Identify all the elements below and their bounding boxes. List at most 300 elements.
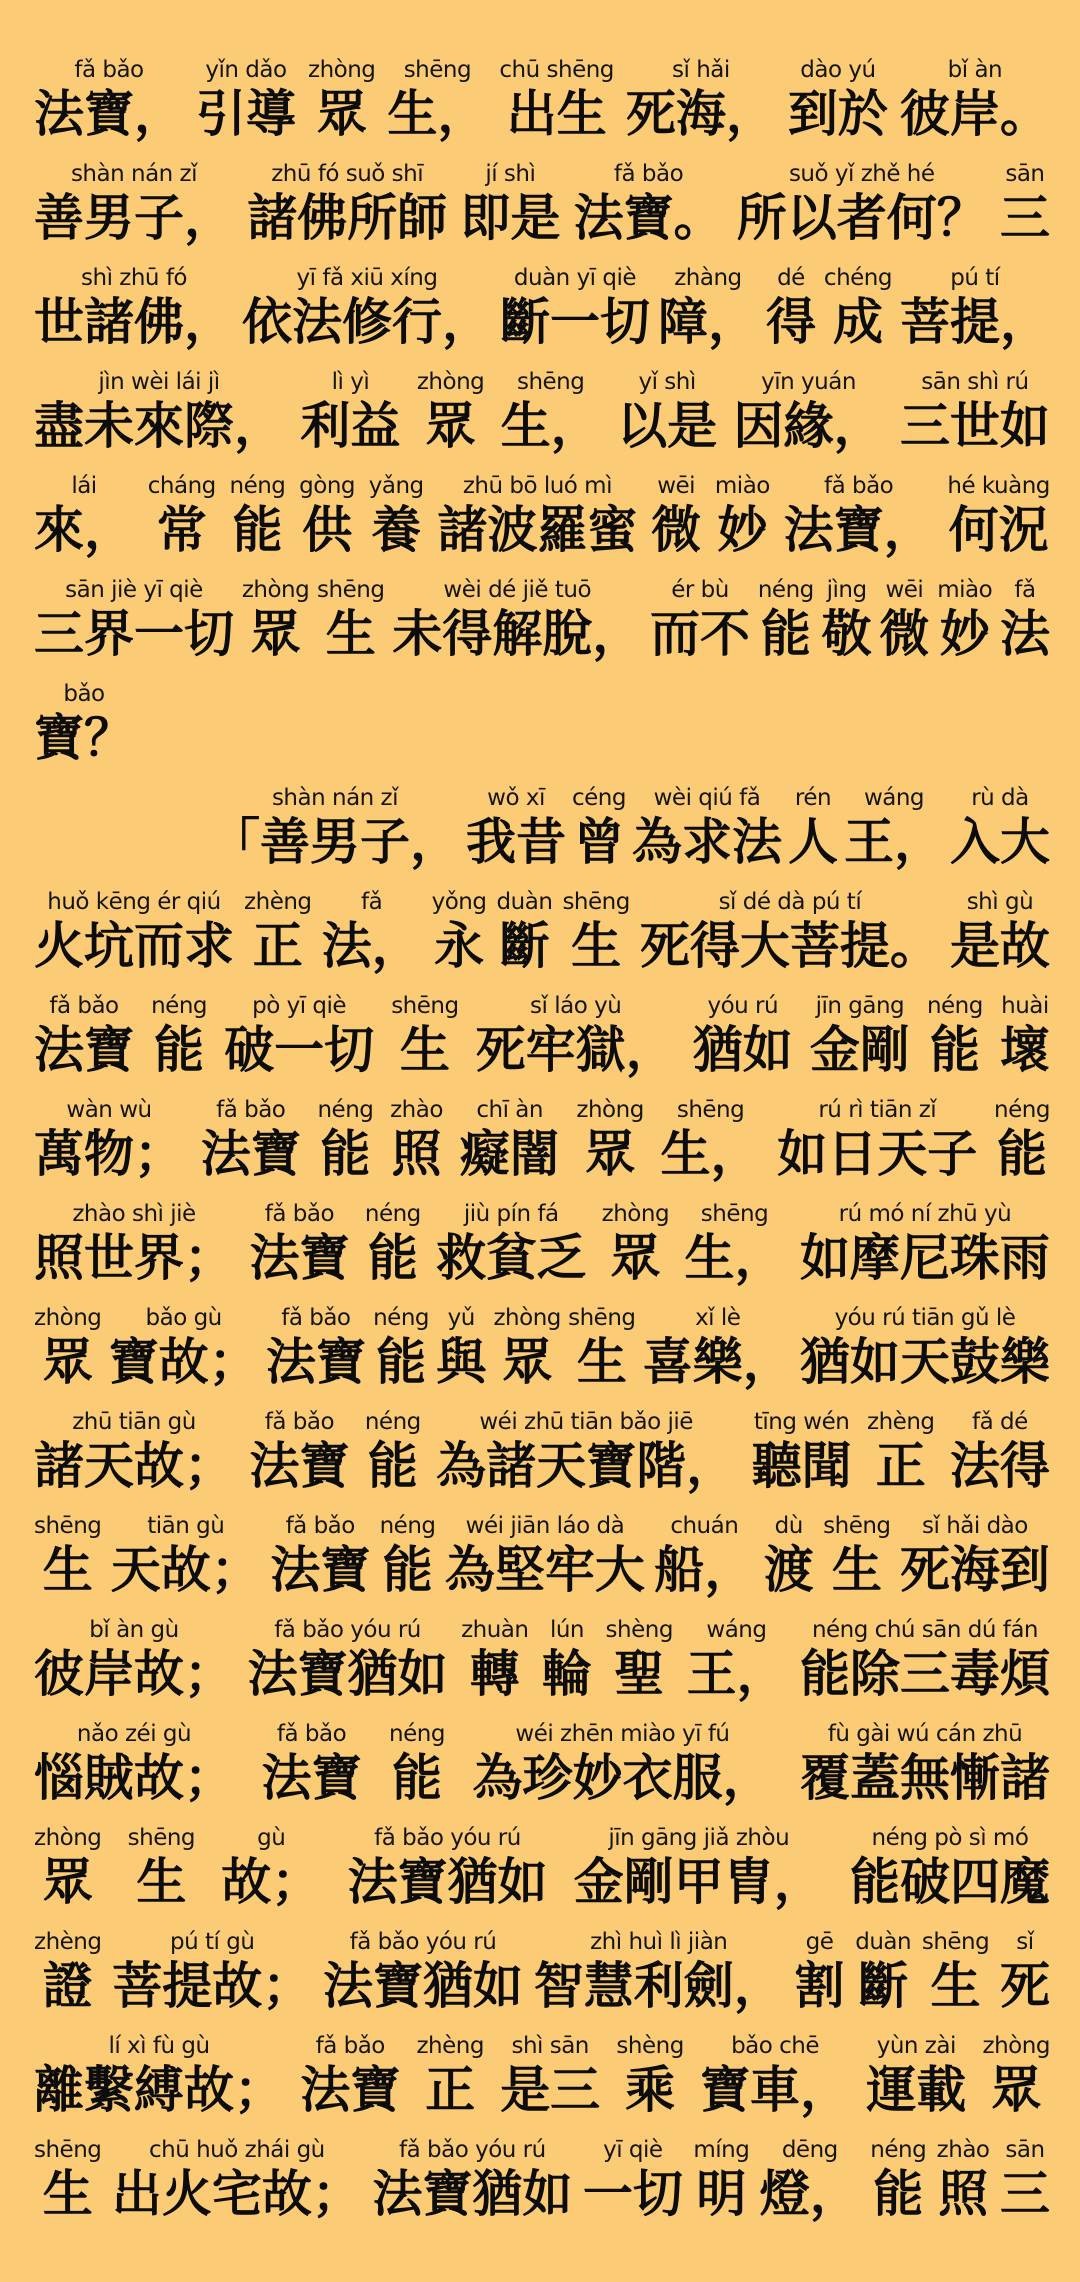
ruby-word	[576, 1096, 643, 1184]
pinyin-annotation: chū shēng	[499, 57, 614, 83]
chinese-characters: 死	[999, 1957, 1050, 2015]
pinyin-annotation: zhì huì lì jiàn	[590, 1929, 728, 1955]
ruby-word	[640, 888, 940, 976]
chinese-characters: 正	[425, 2061, 476, 2119]
pinyin-annotation: zhuàn	[461, 1617, 529, 1643]
ruby-word	[937, 576, 992, 664]
pinyin-annotation: zhū tiān gù	[72, 1409, 196, 1435]
pinyin-annotation: dēng	[781, 2137, 838, 2163]
ruby-word	[34, 1512, 101, 1600]
ruby-word	[248, 1616, 448, 1704]
ruby-word	[800, 1304, 1050, 1392]
text-line	[34, 248, 1050, 352]
ruby-word	[562, 888, 629, 976]
pinyin-annotation: rú mó ní zhū yù	[838, 1201, 1012, 1227]
chinese-characters: 來，	[34, 501, 134, 559]
chinese-characters: 諸天故；	[34, 1437, 234, 1495]
chinese-characters: 「善男子，	[210, 813, 460, 871]
ruby-word	[650, 576, 750, 664]
pinyin-annotation: sǐ	[1016, 1929, 1034, 1955]
ruby-word	[822, 576, 872, 664]
pinyin-annotation: sān	[1005, 2137, 1045, 2163]
ruby-word	[823, 1512, 890, 1600]
chinese-characters: 照	[391, 1125, 442, 1183]
ruby-word	[34, 2136, 101, 2224]
chinese-characters: 養	[371, 501, 422, 559]
pinyin-annotation: fǎ bǎo	[264, 1201, 335, 1227]
chinese-characters: 是三	[500, 2061, 601, 2119]
pinyin-annotation: zhàng	[674, 265, 742, 291]
pinyin-annotation: xǐ lè	[695, 1305, 741, 1331]
pinyin-annotation: wéi zhēn miào yī fú	[515, 1721, 730, 1747]
pinyin-annotation: néng	[757, 577, 814, 603]
ruby-word	[221, 1824, 321, 1912]
text-line	[34, 872, 1050, 976]
pinyin-annotation: shēng	[403, 57, 472, 83]
ruby-word	[784, 472, 934, 560]
chinese-characters: 一切	[582, 2165, 683, 2223]
pinyin-annotation: yǐn dǎo	[205, 57, 287, 83]
chinese-characters: 三世如	[899, 397, 1050, 455]
pinyin-annotation: chū huǒ zhái gù	[148, 2137, 325, 2163]
pinyin-annotation: huài	[1001, 993, 1049, 1019]
pinyin-annotation: zhòng	[982, 2033, 1050, 2059]
pinyin-annotation: yī fǎ xiū xíng	[296, 265, 438, 291]
chinese-characters: 以是	[617, 397, 718, 455]
chinese-characters: 癡闇	[459, 1125, 560, 1183]
ruby-word	[800, 1720, 1050, 1808]
pinyin-annotation: zhèng	[244, 889, 312, 915]
chinese-characters: 斷	[858, 1957, 909, 2015]
pinyin-annotation: shàn nán zǐ	[70, 161, 198, 187]
chinese-characters: 能	[376, 1333, 427, 1391]
chinese-characters: 渡	[763, 1541, 814, 1599]
pinyin-annotation: suǒ yǐ zhě hé	[788, 161, 935, 187]
chinese-characters: 生，	[387, 85, 488, 143]
pinyin-annotation: nǎo zéi gù	[76, 1721, 192, 1747]
pinyin-annotation: zhòng	[241, 577, 310, 603]
chinese-characters: 能	[996, 1125, 1047, 1183]
chinese-characters: 法寶猶如	[247, 1645, 448, 1703]
ruby-word	[300, 2032, 400, 2120]
chinese-characters: 輪	[542, 1645, 592, 1703]
chinese-characters: 三	[999, 2165, 1050, 2223]
ruby-word	[34, 56, 184, 144]
pinyin-annotation: miào	[937, 577, 993, 603]
pinyin-annotation: duàn yī qiè	[513, 265, 637, 291]
ruby-word	[572, 784, 626, 872]
chinese-characters: 法寶	[200, 1125, 301, 1183]
ruby-word	[983, 2032, 1050, 2120]
pinyin-annotation: shēng	[823, 1513, 891, 1539]
ruby-word	[760, 2136, 860, 2224]
ruby-word	[437, 472, 637, 560]
chinese-characters: 法寶。	[573, 189, 724, 247]
chinese-characters: 生，	[660, 1125, 761, 1183]
chinese-characters: 如日天子	[777, 1125, 978, 1183]
ruby-word	[497, 888, 553, 976]
pinyin-annotation: néng	[379, 1513, 436, 1539]
ruby-word	[34, 888, 234, 976]
chinese-characters: 生	[831, 1541, 882, 1599]
chinese-characters: 生，	[684, 1229, 785, 1287]
ruby-word	[867, 1408, 934, 1496]
pinyin-annotation: wéi zhū tiān bǎo jiē	[479, 1409, 693, 1435]
ruby-word	[244, 888, 311, 976]
chinese-characters: 能	[873, 2165, 924, 2223]
pinyin-annotation: zhòng	[34, 1825, 102, 1851]
chinese-characters: 金剛	[809, 1021, 910, 1079]
chinese-characters: 人	[787, 813, 838, 871]
chinese-characters: 法	[999, 605, 1050, 663]
chinese-characters: 聽聞	[751, 1437, 852, 1495]
ruby-word	[800, 1616, 1050, 1704]
pinyin-annotation: wàn wù	[66, 1097, 152, 1123]
pinyin-annotation: dé	[777, 265, 805, 291]
pinyin-annotation: zhèng	[416, 2033, 484, 2059]
text-line	[34, 560, 1050, 664]
ruby-word	[387, 56, 487, 144]
ruby-word	[1000, 576, 1050, 664]
ruby-word	[764, 1512, 814, 1600]
pinyin-annotation: zhòng	[416, 369, 485, 395]
chinese-characters: 到於	[787, 85, 888, 143]
chinese-characters: 為珍妙衣服，	[472, 1749, 773, 1807]
chinese-characters: 世諸佛，	[34, 293, 234, 351]
ruby-word	[242, 264, 492, 352]
ruby-word	[201, 1096, 301, 1184]
pinyin-annotation: fǎ bǎo yóu rú	[349, 1929, 497, 1955]
pinyin-annotation: yùn zài	[876, 2033, 956, 2059]
ruby-word	[34, 1928, 101, 2016]
ruby-word	[900, 368, 1050, 456]
chinese-characters: 死得大菩提。	[639, 917, 940, 975]
ruby-word	[788, 784, 838, 872]
chinese-characters: 智慧利劍，	[533, 1957, 784, 2015]
ruby-word	[626, 56, 776, 144]
ruby-word	[1000, 1928, 1050, 2016]
ruby-word	[616, 2032, 683, 2120]
text-line	[34, 144, 1050, 248]
chinese-characters: 眾	[991, 2061, 1042, 2119]
ruby-word	[308, 56, 375, 144]
ruby-word	[249, 1408, 349, 1496]
chinese-characters: 未得解脫，	[392, 605, 643, 663]
chinese-characters: 離繫縛故；	[34, 2061, 284, 2119]
pinyin-annotation: duàn	[855, 1929, 912, 1955]
pinyin-annotation: fǎ bǎo yóu rú	[399, 2137, 546, 2163]
ruby-word	[34, 368, 284, 456]
pinyin-annotation: chuán	[670, 1513, 739, 1539]
chinese-characters: 法寶猶如	[372, 2165, 573, 2223]
chinese-characters: 出火宅故；	[111, 2165, 362, 2223]
ruby-word	[686, 1616, 786, 1704]
ruby-word	[737, 160, 987, 248]
pinyin-annotation: zhū fó suǒ shī	[271, 161, 424, 187]
pinyin-annotation: sān	[1005, 161, 1045, 187]
pinyin-annotation: miào	[714, 473, 770, 499]
chinese-characters: 引導	[196, 85, 296, 143]
chinese-characters: 諸波羅蜜	[437, 501, 638, 559]
chinese-characters: 依法修行，	[241, 293, 492, 351]
pinyin-annotation: yǒng	[431, 889, 487, 915]
ruby-word	[824, 264, 892, 352]
ruby-word	[574, 160, 724, 248]
chinese-characters: 生，	[500, 397, 601, 455]
ruby-word	[432, 888, 487, 976]
chinese-characters: 如摩尼珠雨	[799, 1229, 1050, 1287]
ruby-word	[501, 368, 601, 456]
ruby-word	[466, 784, 566, 872]
ruby-word	[788, 56, 888, 144]
ruby-word	[752, 1408, 852, 1496]
chinese-characters: 供	[302, 501, 353, 559]
ruby-word	[436, 1408, 736, 1496]
pinyin-annotation: shèng	[616, 2033, 684, 2059]
chinese-characters: 障，	[657, 293, 758, 351]
pinyin-annotation: wǒ xī	[487, 785, 545, 811]
ruby-word	[472, 1720, 772, 1808]
ruby-word	[568, 1304, 635, 1392]
pinyin-annotation: wèi dé jiě tuō	[443, 577, 592, 603]
ruby-word	[365, 1200, 421, 1288]
ruby-word	[416, 2032, 483, 2120]
chinese-characters: 成	[832, 293, 883, 351]
chinese-characters: 能	[760, 605, 811, 663]
pinyin-annotation: jí shì	[485, 161, 536, 187]
chinese-characters: 故；	[221, 1853, 322, 1911]
pinyin-annotation: fǎ bǎo	[285, 1513, 355, 1539]
chinese-characters: 聖	[614, 1645, 665, 1703]
pinyin-annotation: fǎ bǎo	[281, 1305, 351, 1331]
chinese-characters: 所以者何？	[736, 189, 987, 247]
ruby-word	[879, 576, 929, 664]
pinyin-annotation: rù dà	[971, 785, 1029, 811]
pinyin-annotation: shēng	[34, 2137, 102, 2163]
pinyin-annotation: pú tí	[950, 265, 1000, 291]
chinese-characters: 何況	[948, 501, 1049, 559]
ruby-word	[661, 1096, 761, 1184]
ruby-word	[111, 1512, 261, 1600]
chinese-characters: 猶如天鼓樂	[799, 1333, 1050, 1391]
pinyin-annotation: hé kuàng	[947, 473, 1050, 499]
ruby-word	[654, 1512, 754, 1600]
pinyin-annotation: lí xì fù gù	[108, 2033, 210, 2059]
pinyin-annotation: néng	[994, 1097, 1050, 1123]
pinyin-annotation: wēi	[885, 577, 924, 603]
ruby-word	[632, 784, 782, 872]
pinyin-annotation: bǎo	[63, 681, 105, 707]
ruby-word	[34, 264, 234, 352]
ruby-word	[643, 1304, 793, 1392]
chinese-characters: 曾	[573, 813, 624, 871]
ruby-word	[34, 1200, 234, 1288]
pinyin-annotation: wáng	[863, 785, 925, 811]
pinyin-annotation: néng	[870, 2137, 927, 2163]
pinyin-annotation: sān shì rú	[921, 369, 1029, 395]
pinyin-annotation: tīng wén	[753, 1409, 850, 1435]
pinyin-annotation: shì sān	[511, 2033, 589, 2059]
pinyin-annotation: rú rì tiān zǐ	[818, 1097, 937, 1123]
pinyin-annotation: néng	[151, 993, 207, 1019]
ruby-word	[900, 1512, 1050, 1600]
ruby-word	[34, 680, 134, 768]
ruby-word	[994, 1096, 1050, 1184]
text-line	[34, 976, 1050, 1080]
ruby-word	[461, 1616, 528, 1704]
chinese-characters: 寶故；	[108, 1333, 259, 1391]
pinyin-annotation: céng	[572, 785, 626, 811]
ruby-word	[112, 2136, 362, 2224]
pinyin-annotation: zhòng	[576, 1097, 644, 1123]
pinyin-annotation: sǐ dé dà pú tí	[718, 889, 862, 915]
ruby-word	[950, 1408, 1050, 1496]
pinyin-annotation: sǐ hǎi	[672, 57, 730, 83]
pinyin-annotation: shēng	[676, 1097, 745, 1123]
ruby-word	[391, 992, 458, 1080]
ruby-word	[262, 1720, 362, 1808]
pinyin-annotation: shì zhū fó	[81, 265, 187, 291]
pinyin-annotation: yóu rú	[707, 993, 779, 1019]
text-line	[34, 2016, 1050, 2120]
chinese-characters: 得	[765, 293, 816, 351]
chinese-characters: 法寶	[265, 1333, 366, 1391]
pinyin-annotation: wáng	[706, 1617, 767, 1643]
chinese-characters: 能	[391, 1749, 442, 1807]
pinyin-annotation: ér bù	[671, 577, 729, 603]
chinese-characters: 乘	[625, 2061, 676, 2119]
chinese-characters: 生	[576, 1333, 627, 1391]
ruby-word	[922, 1928, 989, 2016]
pinyin-annotation: néng	[373, 1305, 430, 1331]
ruby-word	[476, 992, 676, 1080]
pinyin-annotation: bǐ àn gù	[89, 1617, 179, 1643]
ruby-word	[542, 1616, 592, 1704]
chinese-characters: 王，	[686, 1645, 787, 1703]
chinese-characters: 眾	[610, 1229, 661, 1287]
ruby-word	[937, 2136, 990, 2224]
pinyin-annotation: chéng	[823, 265, 892, 291]
chinese-characters: 能	[232, 501, 283, 559]
ruby-word	[151, 992, 207, 1080]
pinyin-annotation: zhòng	[601, 1201, 670, 1227]
chinese-characters: 能	[367, 1437, 418, 1495]
ruby-word	[373, 1304, 429, 1392]
chinese-characters: 出生	[506, 85, 607, 143]
ruby-word	[950, 784, 1050, 872]
pinyin-annotation: cháng	[147, 473, 216, 499]
ruby-word	[436, 1304, 486, 1392]
chinese-characters: 惱賊故；	[34, 1749, 234, 1807]
pinyin-annotation: shēng	[516, 369, 585, 395]
chinese-characters: 能	[154, 1021, 205, 1079]
chinese-characters: 轉	[469, 1645, 520, 1703]
chinese-characters: 喜樂，	[642, 1333, 793, 1391]
chinese-characters: 法寶	[270, 1541, 371, 1599]
pinyin-annotation: néng pò sì mó	[871, 1825, 1029, 1851]
ruby-word	[34, 472, 134, 560]
ruby-word	[112, 1928, 312, 2016]
chinese-characters: 能	[367, 1229, 418, 1287]
chinese-characters: 運載	[866, 2061, 967, 2119]
chinese-characters: 生	[42, 1541, 93, 1599]
pinyin-annotation: fǎ bǎo	[613, 161, 684, 187]
ruby-word	[34, 1824, 101, 1912]
text-line	[34, 1184, 1050, 1288]
ruby-word	[247, 160, 447, 248]
chinese-characters: 寶車，	[700, 2061, 851, 2119]
pinyin-annotation: néng chú sān dú fán	[811, 1617, 1039, 1643]
pinyin-annotation: wèi qiú fǎ	[653, 785, 761, 811]
ruby-word	[855, 1928, 911, 2016]
ruby-word	[34, 576, 234, 664]
ruby-word	[392, 576, 642, 664]
ruby-word	[693, 2136, 749, 2224]
pinyin-annotation: fǎ bǎo	[49, 993, 119, 1019]
text-line	[34, 40, 1050, 144]
text-line	[34, 1912, 1050, 2016]
pinyin-annotation: fǎ bǎo	[315, 2033, 385, 2059]
pinyin-annotation: jìng	[826, 577, 867, 603]
ruby-word	[242, 576, 309, 664]
ruby-word	[323, 1928, 523, 2016]
chinese-characters: 法寶	[249, 1229, 350, 1287]
ruby-word	[417, 368, 484, 456]
ruby-word	[148, 472, 216, 560]
chinese-characters: 是故	[949, 917, 1050, 975]
pinyin-annotation: sǐ hǎi dào	[922, 1513, 1028, 1539]
pinyin-annotation: fù gài wú cán zhū	[827, 1721, 1023, 1747]
chinese-characters: 入大	[949, 813, 1050, 871]
pinyin-annotation: rén	[794, 785, 832, 811]
ruby-word	[794, 1928, 844, 2016]
chinese-characters: 生	[571, 917, 622, 975]
chinese-characters: 敬	[821, 605, 872, 663]
ruby-word	[700, 2032, 850, 2120]
chinese-characters: 金剛甲胄，	[573, 1853, 824, 1911]
ruby-word	[389, 1720, 445, 1808]
chinese-characters: 因緣，	[733, 397, 884, 455]
pinyin-annotation: shēng	[921, 1929, 990, 1955]
ruby-word	[317, 1096, 373, 1184]
chinese-characters: 菩提故；	[112, 1957, 313, 2015]
chinese-characters: 王，	[843, 813, 944, 871]
ruby-word	[693, 992, 793, 1080]
pinyin-annotation: gòng	[299, 473, 356, 499]
ruby-word	[870, 2136, 926, 2224]
ruby-word	[534, 1928, 784, 2016]
ruby-word	[128, 1824, 195, 1912]
chinese-characters: 法寶猶如	[347, 1853, 548, 1911]
pinyin-annotation: fǎ bǎo	[216, 1097, 286, 1123]
ruby-word	[685, 1200, 785, 1288]
chinese-characters: 與	[436, 1333, 487, 1391]
ruby-word	[34, 1616, 234, 1704]
ruby-word	[1000, 160, 1050, 248]
ruby-word	[583, 2136, 683, 2224]
pinyin-annotation: fǎ bǎo	[74, 57, 144, 83]
ruby-word	[734, 368, 884, 456]
chinese-characters: 火坑而求	[34, 917, 234, 975]
ruby-word	[617, 368, 717, 456]
ruby-word	[758, 576, 814, 664]
pinyin-annotation: zhào shì jiè	[72, 1201, 196, 1227]
ruby-word	[900, 264, 1050, 352]
ruby-word	[606, 1616, 673, 1704]
chinese-characters: 證	[42, 1957, 93, 2015]
pinyin-annotation: jīn gāng jiǎ zhòu	[608, 1825, 790, 1851]
chinese-characters: 能	[929, 1021, 980, 1079]
